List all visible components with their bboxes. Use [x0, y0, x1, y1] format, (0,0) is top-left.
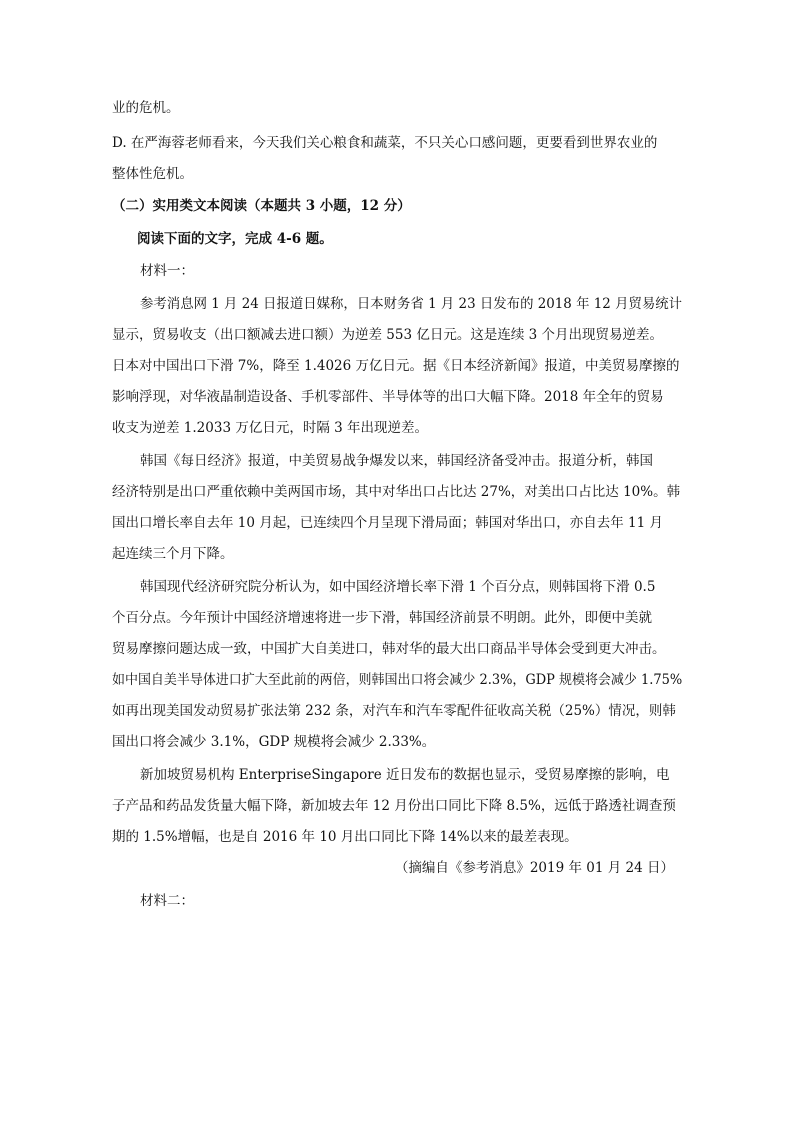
material-1-source: （摘编自《参考消息》2019 年 01 月 24 日） [394, 860, 674, 876]
material-1-p3-line: 个百分点。今年预计中国经济增速将进一步下滑，韩国经济前景不明朗。此外，即便中美就 [112, 610, 652, 626]
material-1-p3-line: 韩国现代经济研究院分析认为，如中国经济增长率下滑 1 个百分点，则韩国将下滑 0.5 [140, 579, 656, 595]
material-1-p1-line: 收支为逆差 1.2033 万亿日元，时隔 3 年出现逆差。 [112, 420, 428, 436]
material-2-label: 材料二： [140, 893, 194, 909]
prev-question-tail: 业的危机。 [112, 100, 180, 116]
material-1-p4-line: 子产品和药品发货量大幅下降，新加坡去年 12 月份出口同比下降 8.5%，远低于路透社调查预 [112, 798, 676, 814]
material-1-p3-line: 如再出现美国发动贸易扩张法第 232 条，对汽车和汽车零配件征收高关税（25%）情况，则韩 [112, 703, 676, 719]
material-1-p2-line: 韩国《每日经济》报道，中美贸易战争爆发以来，韩国经济备受冲击。报道分析，韩国 [140, 453, 653, 469]
material-1-p1-line: 日本对中国出口下滑 7%，降至 1.4026 万亿日元。据《日本经济新闻》报道，中美贸易摩擦的 [112, 358, 680, 374]
material-1-p1-line: 显示，贸易收支（出口额减去进口额）为逆差 553 亿日元。这是连续 3 个月出现贸易逆差。 [112, 327, 664, 343]
material-1-p4-line: 新加坡贸易机构 EnterpriseSingapore 近日发布的数据也显示，受贸易摩擦的影响，电 [140, 767, 670, 783]
material-1-p1-line: 参考消息网 1 月 24 日报道日媒称，日本财务省 1 月 23 日发布的 2018 年 12 月贸易统计 [140, 296, 683, 312]
section-heading: （二）实用类文本阅读（本题共 3 小题，12 分） [112, 198, 411, 214]
material-1-label: 材料一： [140, 263, 194, 279]
material-1-p2-line: 经济特别是出口严重依赖中美两国市场，其中对华出口占比达 27%，对美出口占比达 10%。韩 [112, 484, 681, 500]
option-d-line-1: D. 在严海蓉老师看来，今天我们关心粮食和蔬菜，不只关心口感问题，更要看到世界农业的 [112, 135, 658, 151]
material-1-p3-line: 贸易摩擦问题达成一致，中国扩大自美进口，韩对华的最大出口商品半导体会受到更大冲击。 [112, 641, 666, 657]
material-1-p2-line: 起连续三个月下降。 [112, 546, 234, 562]
material-1-p3-line: 国出口将会减少 3.1%，GDP 规模将会减少 2.33%。 [112, 734, 436, 750]
material-1-p3-line: 如中国自美半导体进口扩大至此前的两倍，则韩国出口将会减少 2.3%，GDP 规模将会减少 1.75% [112, 672, 683, 688]
option-d-line-2: 整体性危机。 [112, 166, 193, 182]
material-1-p4-line: 期的 1.5%增幅，也是自 2016 年 10 月出口同比下降 14%以来的最差表现。 [112, 829, 578, 845]
material-1-p1-line: 影响浮现，对华液晶制造设备、手机零部件、半导体等的出口大幅下降。2018 年全年的贸易 [112, 389, 664, 405]
material-1-p2-line: 国出口增长率自去年 10 月起，已连续四个月呈现下滑局面；韩国对华出口，亦自去年 11 月 [112, 515, 664, 531]
reading-instruction: 阅读下面的文字，完成 4-6 题。 [137, 231, 333, 247]
